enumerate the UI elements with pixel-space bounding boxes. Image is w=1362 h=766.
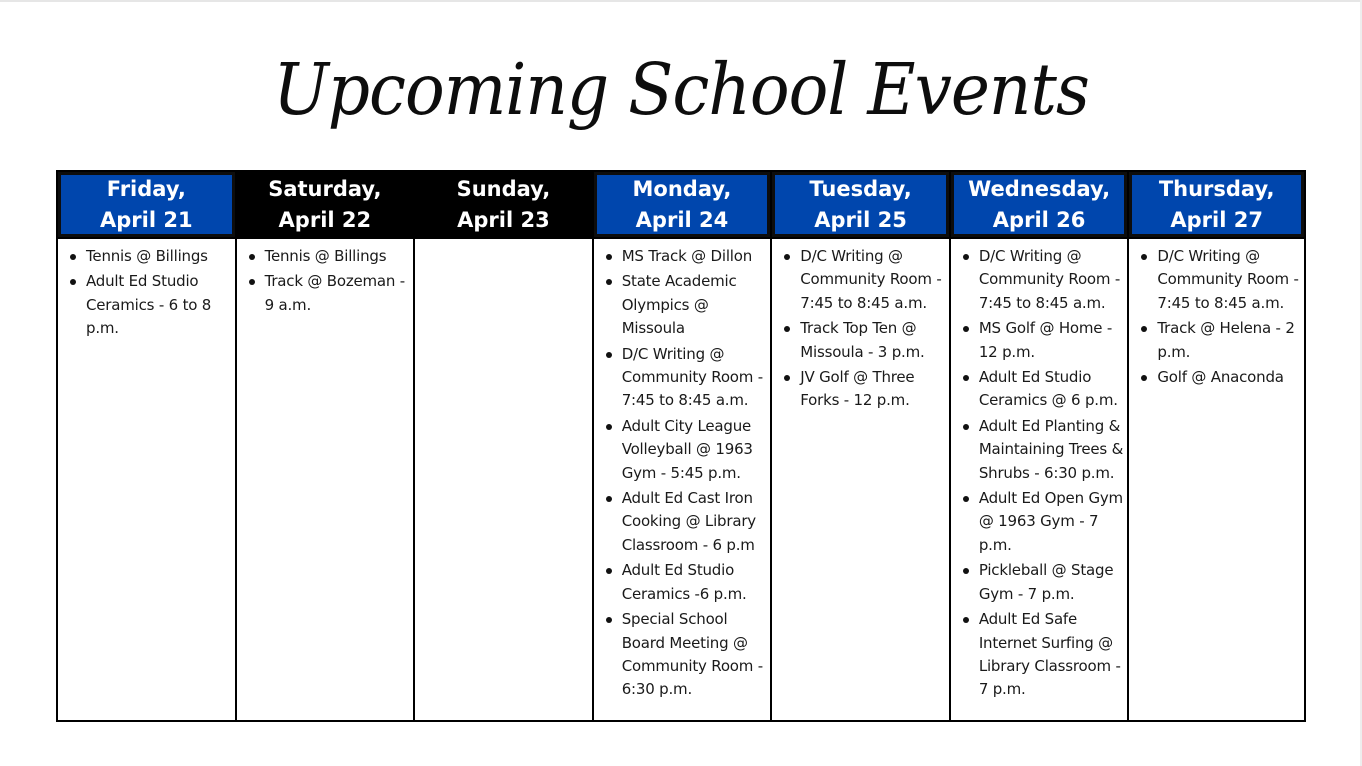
day-column-tuesday [770,170,949,722]
bullet-icon [784,254,790,260]
day-date: April 25 [814,207,907,232]
bullet-icon [606,617,612,623]
event-item [780,366,945,413]
bullet-icon [963,326,969,332]
event-label: Golf @ Anaconda [1157,368,1284,387]
bullet-icon [963,496,969,502]
event-item [959,608,1124,702]
bullet-icon [963,568,969,574]
event-item [602,608,767,702]
event-label: Pickleball @ Stage Gym - 7 p.m. [978,561,1114,603]
day-events [235,239,414,722]
day-weekday: Saturday, [268,176,382,201]
day-header [949,170,1128,239]
event-item [602,245,767,268]
event-label: Adult Ed Open Gym @ 1963 Gym - 7 p.m. [978,489,1123,554]
bullet-icon [963,375,969,381]
event-item [245,245,410,268]
event-item [245,270,410,317]
day-date: April 26 [992,207,1086,232]
day-weekday: Thursday, [1158,176,1275,201]
event-item [1137,366,1300,389]
bullet-icon [606,424,612,430]
event-label: Adult Ed Studio Ceramics -6 p.m. [621,561,747,603]
event-item [602,559,767,606]
event-item [959,559,1124,606]
event-list [245,245,410,317]
event-label: Adult Ed Planting & Maintaining Trees & Shrubs - 6:30 p.m. [978,416,1124,482]
event-item [959,366,1124,413]
event-item [602,270,767,340]
event-label: D/C Writing @ Community Room - 7:45 to 8:45 a.m. [1157,247,1299,312]
day-column-thursday [1127,170,1306,722]
event-list [602,245,767,702]
bullet-icon [963,617,969,623]
day-events [56,239,235,722]
bullet-icon [70,279,76,285]
bullet-icon [249,254,255,260]
day-date: April 24 [635,207,729,232]
event-label: D/C Writing @ Community Room - 7:45 to 8:45 a.m. [621,344,763,410]
event-item [602,487,767,557]
day-weekday: Monday, [632,176,732,201]
event-item [959,245,1124,315]
event-label: Special School Board Meeting @ Community Room - 6:30 p.m. [621,610,763,699]
event-item [66,270,231,340]
event-item [780,245,945,315]
event-label: D/C Writing @ Community Room - 7:45 to 8:45 a.m. [800,247,942,312]
bullet-icon [606,496,612,502]
event-label: Adult Ed Safe Internet Surfing @ Library Classroom - 7 p.m. [978,610,1121,699]
event-label: Adult Ed Studio Ceramics @ 6 p.m. [978,368,1118,410]
event-label: Adult City League Volleyball @ 1963 Gym - 5:45 p.m. [621,416,753,482]
event-label: Adult Ed Studio Ceramics - 6 to 8 p.m. [86,272,212,338]
day-date: April 22 [278,207,372,232]
bullet-icon [606,568,612,574]
day-events [592,239,771,722]
day-header [770,170,949,239]
event-label: JV Golf @ Three Forks - 12 p.m. [800,368,915,410]
day-column-wednesday [949,170,1128,722]
day-header [592,170,771,239]
event-label: Tennis @ Billings [264,247,387,265]
day-column-sunday [413,170,592,722]
event-label: Track Top Ten @ Missoula - 3 p.m. [800,319,925,361]
day-events [413,239,592,722]
event-item [602,415,767,485]
day-date: April 23 [457,207,550,232]
event-item [780,317,945,364]
bullet-icon [606,352,612,358]
day-header [56,170,235,239]
event-label: Track @ Bozeman - 9 a.m. [264,272,406,314]
day-date: April 21 [99,207,193,232]
event-label: Track @ Helena - 2 p.m. [1157,319,1295,361]
day-weekday: Friday, [106,176,186,201]
bullet-icon [963,424,969,430]
bullet-icon [784,326,790,332]
event-list [959,245,1124,702]
bullet-icon [606,254,612,260]
bullet-icon [249,279,255,285]
day-weekday: Tuesday, [809,176,912,201]
event-list [1137,245,1300,389]
day-column-saturday [235,170,414,722]
bullet-icon [70,254,76,260]
event-label: Adult Ed Cast Iron Cooking @ Library Classroom - 6 p.m [621,489,756,554]
day-column-monday [592,170,771,722]
event-label: MS Track @ Dillon [621,247,753,265]
day-header [235,170,414,239]
day-weekday: Sunday, [456,176,551,201]
bullet-icon [963,254,969,260]
bullet-icon [784,375,790,381]
event-item [959,415,1124,485]
day-events [1127,239,1306,722]
event-item [1137,245,1300,315]
event-list [780,245,945,413]
event-label: Tennis @ Billings [86,247,208,265]
event-label: State Academic Olympics @ Missoula [621,272,737,338]
bullet-icon [1141,375,1147,381]
event-list [66,245,231,341]
events-calendar [56,170,1306,722]
top-divider [0,0,1362,2]
day-column-friday [56,170,235,722]
bullet-icon [1141,326,1147,332]
page-title: Upcoming School Events [273,47,1089,132]
event-label: MS Golf @ Home - 12 p.m. [978,319,1113,361]
day-header [413,170,592,239]
event-item [1137,317,1300,364]
bullet-icon [606,279,612,285]
day-date: April 27 [1170,207,1263,232]
day-weekday: Wednesday, [968,176,1111,201]
event-label: D/C Writing @ Community Room - 7:45 to 8:45 a.m. [978,247,1121,312]
day-events [770,239,949,722]
day-events [949,239,1128,722]
event-item [602,343,767,413]
event-item [959,317,1124,364]
day-header [1127,170,1306,239]
event-item [66,245,231,268]
bullet-icon [1141,254,1147,260]
event-item [959,487,1124,557]
